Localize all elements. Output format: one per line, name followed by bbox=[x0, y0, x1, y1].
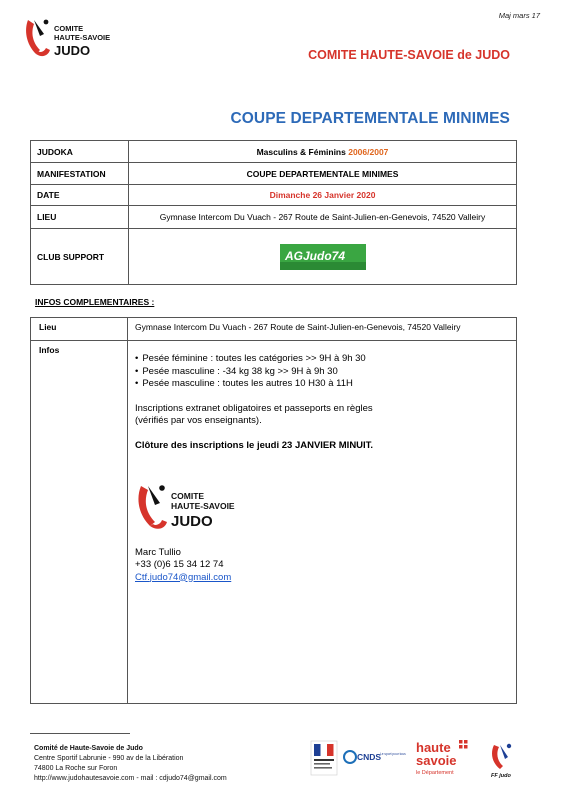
info-infos-label: Infos bbox=[31, 341, 128, 704]
hs-line-2: savoie bbox=[416, 753, 457, 768]
inscriptions-paragraph bbox=[135, 403, 516, 428]
footer-web-mail: http://www.judohautesavoie.com - mail : cdjudo74@gmail.com bbox=[34, 775, 227, 782]
logo-line-1: COMITE bbox=[171, 491, 205, 501]
rf-text-line bbox=[314, 763, 330, 765]
row-judoka bbox=[31, 141, 517, 163]
summary-table bbox=[30, 140, 517, 285]
lieu-value: Gymnase Intercom Du Vuach - 267 Route de Saint-Julien-en-Genevois, 74520 Valleiry bbox=[129, 206, 517, 229]
republique-francaise-badge bbox=[311, 741, 337, 775]
hs-dot bbox=[464, 740, 468, 744]
agjudo-logo-text: AGJudo74 bbox=[284, 248, 345, 263]
inscriptions-line-2: (vérifiés par vos enseignants). bbox=[135, 415, 262, 426]
logo-figure-black bbox=[34, 20, 44, 36]
hs-line-1: haute bbox=[416, 740, 451, 755]
row-club-support bbox=[31, 229, 517, 285]
rf-text-line bbox=[314, 767, 332, 769]
footer-address-2: 74800 La Roche sur Foron bbox=[34, 765, 118, 772]
contact-phone: +33 (0)6 15 34 12 74 bbox=[135, 559, 224, 570]
list-item: • Pesée féminine : toutes les catégories >> 9H à 9h 30 bbox=[135, 353, 516, 366]
cnds-sub: Le sport pour tous bbox=[380, 752, 406, 756]
inscriptions-line-1: Inscriptions extranet obligatoires et passeports en règles bbox=[135, 402, 373, 414]
logo-head bbox=[44, 20, 49, 25]
rf-flag-blue bbox=[314, 744, 321, 756]
footer-divider bbox=[30, 733, 130, 734]
closing-notice: Clôture des inscriptions le jeudi 23 JANVIER MINUIT. bbox=[135, 439, 374, 451]
agjudo74-logo bbox=[280, 244, 366, 270]
list-item: • Pesée masculine : -34 kg 38 kg >> 9H à 9h 30 bbox=[135, 366, 516, 379]
info-lieu-label: Lieu bbox=[31, 318, 128, 341]
hs-dot bbox=[459, 745, 463, 749]
weigh-in-list bbox=[135, 353, 516, 391]
contact-block bbox=[135, 547, 516, 585]
infos-heading: INFOS COMPLEMENTAIRES : bbox=[35, 297, 155, 307]
date-label: DATE bbox=[31, 185, 129, 206]
judoka-years: 2006/2007 bbox=[348, 146, 389, 157]
comite-judo-logo-contact bbox=[135, 482, 235, 542]
ff-figure-blue bbox=[500, 745, 508, 759]
agjudo-band bbox=[280, 262, 366, 270]
comite-judo-logo bbox=[22, 16, 111, 66]
info-row-infos bbox=[31, 341, 517, 704]
list-item: • Pesée masculine : toutes les autres 10 H30 à 11H bbox=[135, 378, 516, 391]
rf-flag-red bbox=[327, 744, 334, 756]
cnds-badge bbox=[343, 747, 406, 767]
judoka-value bbox=[129, 141, 517, 163]
judoka-label: JUDOKA bbox=[31, 141, 129, 163]
hs-dot bbox=[459, 740, 463, 744]
info-lieu-value: Gymnase Intercom Du Vuach - 267 Route de Saint-Julien-en-Genevois, 74520 Valleiry bbox=[128, 318, 517, 341]
logo-figure-black bbox=[148, 486, 160, 505]
info-infos-value bbox=[128, 341, 517, 704]
contact-email-link[interactable]: Ctf.judo74@gmail.com bbox=[135, 571, 232, 583]
footer bbox=[34, 744, 227, 784]
footer-org: Comité de Haute-Savoie de Judo bbox=[34, 745, 143, 752]
logo-swoosh-red bbox=[26, 20, 40, 54]
ff-text: FF judo bbox=[491, 773, 511, 779]
document-title: COUPE DEPARTEMENTALE MINIMES bbox=[230, 110, 510, 127]
ff-head bbox=[507, 744, 511, 748]
info-row-lieu bbox=[31, 318, 517, 341]
logo-line-2: HAUTE-SAVOIE bbox=[171, 501, 235, 511]
rf-flag-white bbox=[321, 744, 328, 756]
date-value: Dimanche 26 Janvier 2020 bbox=[129, 185, 517, 206]
logo-line-3: JUDO bbox=[171, 513, 213, 530]
lieu-label: LIEU bbox=[31, 206, 129, 229]
rf-text-line bbox=[314, 759, 334, 761]
update-note: Maj mars 17 bbox=[498, 11, 540, 20]
contact-name: Marc Tullio bbox=[135, 546, 181, 558]
haute-savoie-departement-badge bbox=[414, 738, 472, 778]
logo-line-2: HAUTE-SAVOIE bbox=[54, 33, 111, 42]
ff-judo-badge bbox=[488, 741, 516, 779]
logo-line-1: COMITE bbox=[54, 24, 84, 33]
row-lieu bbox=[31, 206, 517, 229]
cnds-ring bbox=[344, 751, 356, 763]
hs-dot bbox=[464, 745, 468, 749]
logo-head bbox=[159, 485, 165, 491]
logo-line-3: JUDO bbox=[54, 43, 91, 58]
cnds-text: CNDS bbox=[357, 752, 382, 762]
info-table bbox=[30, 317, 517, 704]
club-support-label: CLUB SUPPORT bbox=[31, 229, 129, 285]
club-support-value bbox=[129, 229, 517, 285]
row-date bbox=[31, 185, 517, 206]
org-heading: COMITE HAUTE-SAVOIE de JUDO bbox=[308, 48, 510, 62]
manifestation-label: MANIFESTATION bbox=[31, 163, 129, 185]
infos-block bbox=[135, 345, 516, 584]
logo-swoosh-red bbox=[138, 486, 155, 526]
footer-address-1: Centre Sportif Labrunie - 990 av de la Libération bbox=[34, 755, 184, 762]
judoka-value-prefix: Masculins & Féminins bbox=[256, 146, 349, 157]
manifestation-value: COUPE DEPARTEMENTALE MINIMES bbox=[129, 163, 517, 185]
row-manifestation bbox=[31, 163, 517, 185]
hs-line-3: le Département bbox=[416, 770, 454, 776]
